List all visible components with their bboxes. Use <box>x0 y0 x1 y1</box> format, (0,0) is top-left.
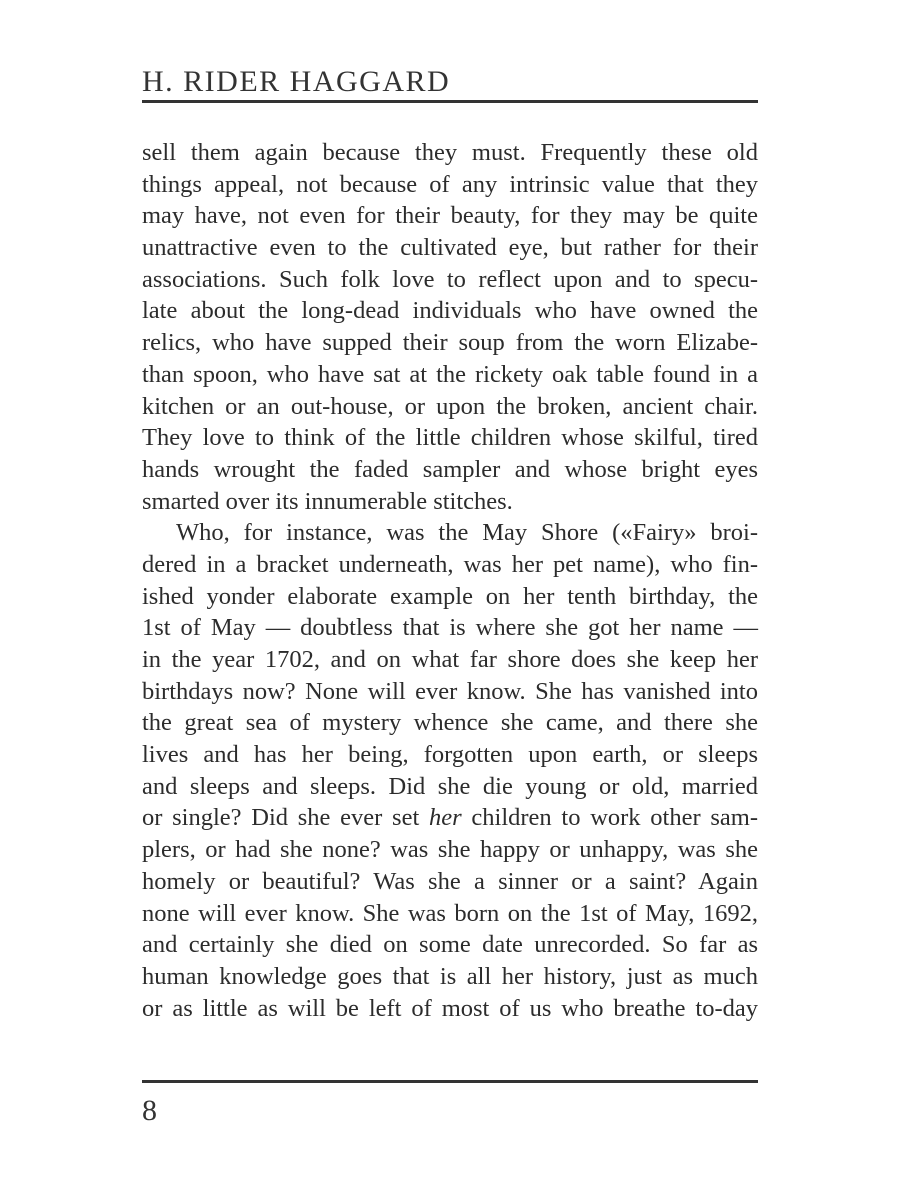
emphasis-her: her <box>429 804 462 832</box>
text-line: human knowledge goes that is all her history, just as much <box>142 962 758 990</box>
text-line: and certainly she died on some date unrecorded. So far as <box>142 931 758 959</box>
text-line: plers, or had she none? was she happy or unhappy, was she <box>142 836 758 864</box>
text-line: relics, who have supped their soup from the worn Elizabe- <box>142 329 758 357</box>
text-line: unattractive even to the cultivated eye, but rather for their <box>142 234 758 262</box>
text-line-with-emphasis <box>142 802 758 834</box>
text-line: associations. Such folk love to reflect upon and to specu- <box>142 265 758 293</box>
text-line: kitchen or an out-house, or upon the broken, ancient chair. <box>142 392 758 420</box>
text-line: in the year 1702, and on what far shore does she keep her <box>142 646 758 673</box>
text-line: late about the long-dead individuals who have owned the <box>142 297 758 325</box>
text-line: and sleeps and sleeps. Did she die young or old, married <box>142 772 758 800</box>
paragraph-first-line: Who, for instance, was the May Shore («Fairy» broi- <box>176 519 758 547</box>
text-line: none will ever know. She was born on the 1st of May, 1692, <box>142 899 758 927</box>
body-text <box>142 137 758 1024</box>
text-fragment: or single? Did she ever set <box>142 804 429 832</box>
text-line: than spoon, who have sat at the rickety oak table found in a <box>142 360 758 388</box>
text-line: or as little as will be left of most of us who breathe to-day <box>142 994 758 1022</box>
text-line: may have, not even for their beauty, for they may be quite <box>142 202 758 230</box>
paragraph-last-line: smarted over its innumerable stitches. <box>142 487 513 515</box>
footer-rule <box>142 1080 758 1083</box>
text-line: ished yonder elaborate example on her tenth birthday, the <box>142 582 758 610</box>
text-line: the great sea of mystery whence she came, and there she <box>142 709 758 737</box>
text-line: birthdays now? None will ever know. She has vanished into <box>142 677 758 705</box>
page-number: 8 <box>142 1094 157 1127</box>
text-line: sell them again because they must. Frequently these old <box>142 139 758 166</box>
header-rule <box>142 100 758 103</box>
running-head: H. RIDER HAGGARD <box>142 65 451 98</box>
text-line: They love to think of the little children whose skilful, tired <box>142 424 758 452</box>
text-line: lives and has her being, forgotten upon earth, or sleeps <box>142 741 758 769</box>
text-line: dered in a bracket underneath, was her pet name), who fin- <box>142 550 758 578</box>
text-line: hands wrought the faded sampler and whose bright eyes <box>142 455 758 483</box>
text-line: things appeal, not because of any intrinsic value that they <box>142 170 758 198</box>
text-line: 1st of May — doubtless that is where she got her name — <box>142 614 758 642</box>
text-line: homely or beautiful? Was she a sinner or a saint? Again <box>142 867 758 895</box>
text-fragment: children to work other sam- <box>461 804 758 832</box>
